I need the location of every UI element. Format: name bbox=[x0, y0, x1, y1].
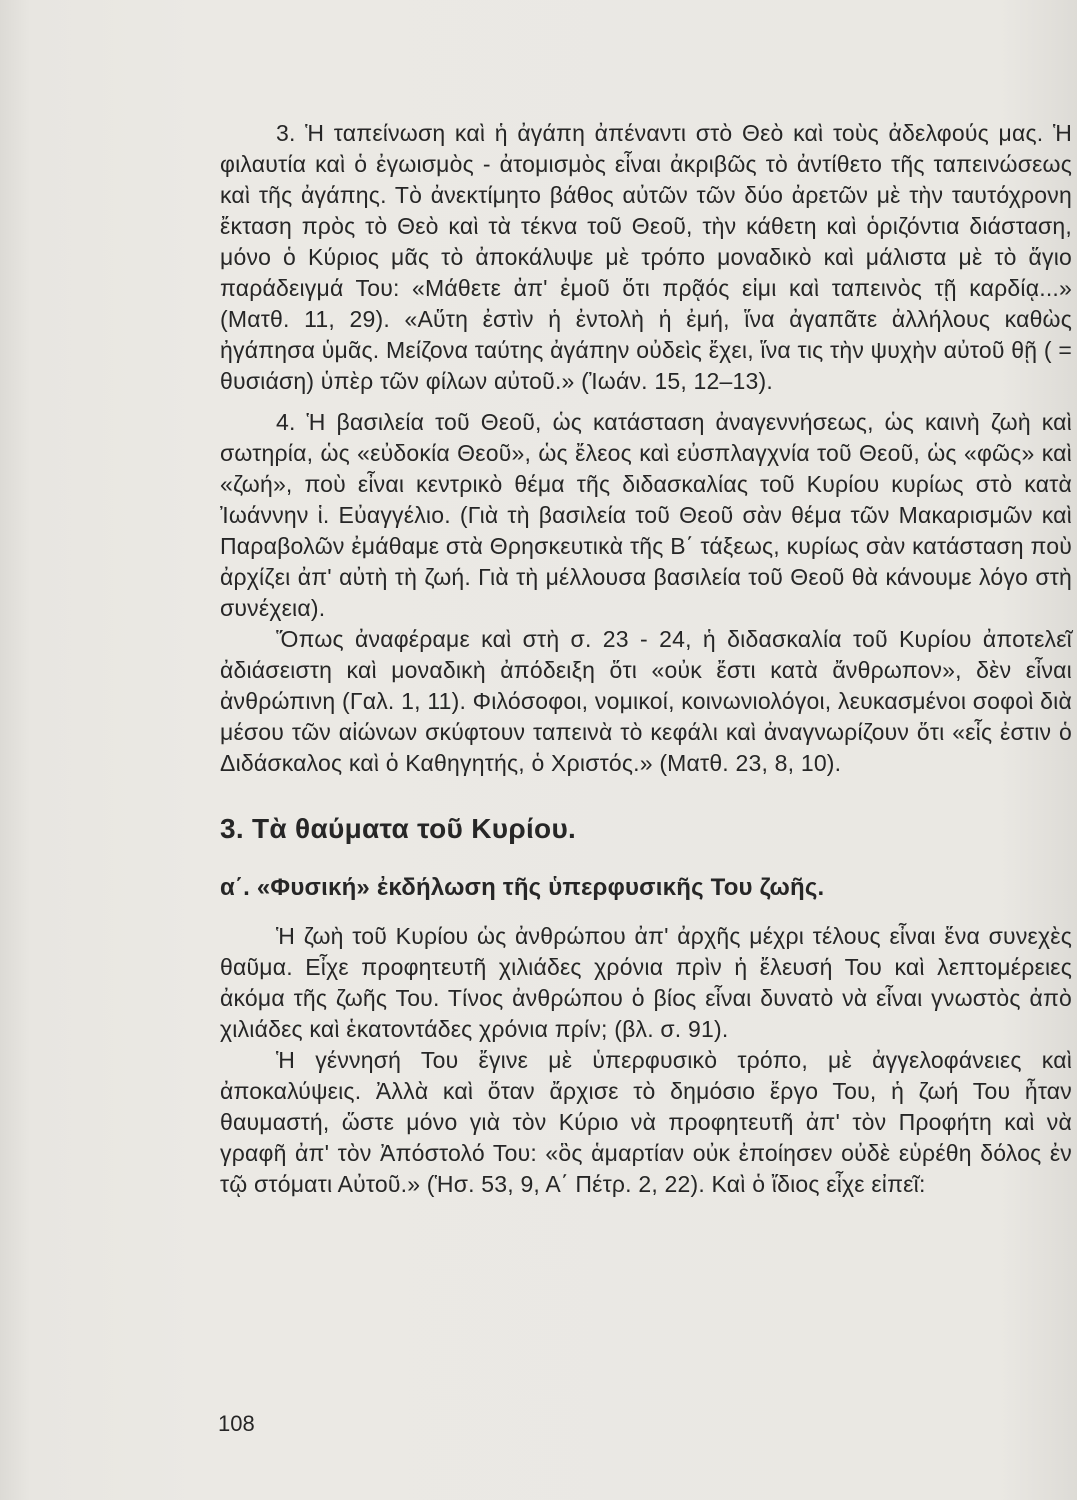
paragraph-kingdom-of-god: 4. Ἡ βασιλεία τοῦ Θεοῦ, ὡς κατάσταση ἀναγεννήσεως, ὡς καινὴ ζωὴ καὶ σωτηρία, ὡς «εὐδοκία Θεοῦ», ὡς ἔλεος καὶ εὐσπλαγχνία τοῦ Θεοῦ, ὡς «φῶς» καὶ «ζωή», ποὺ εἶναι κεντρικὸ θέμα τῆς διδασκαλίας τοῦ Κυρίου κυρίως στὸ κατὰ Ἰωάννην ἱ. Εὐαγγέλιο. (Γιὰ τὴ βασιλεία τοῦ Θεοῦ σὰν θέμα τῶν Μακαρισμῶν καὶ Παραβολῶν ἐμάθαμε στὰ Θρησκευτικὰ τῆς Β΄ τάξεως, κυρίως σὰν κατάσταση ποὺ ἀρχίζει ἀπ' αὐτὴ τὴ ζωή. Γιὰ τὴ μέλλουσα βασιλεία τοῦ Θεοῦ θὰ κάνουμε λόγο στὴ συνέχεια). bbox=[220, 409, 1072, 621]
subsection-heading: α΄. «Φυσική» ἐκδήλωση τῆς ὑπερφυσικῆς Του ζωῆς. bbox=[220, 874, 825, 901]
page-number: 108 bbox=[218, 1411, 255, 1436]
spacer bbox=[220, 397, 1072, 407]
paragraph-humility-love: 3. Ἡ ταπείνωση καὶ ἡ ἀγάπη ἀπέναντι στὸ Θεὸ καὶ τοὺς ἀδελφούς μας. Ἡ φιλαυτία καὶ ὁ ἐγωισμὸς - ἀτομισμὸς εἶναι ἀκριβῶς τὸ ἀντίθετο τῆς ταπεινώσεως καὶ τῆς ἀγάπης. Τὸ ἀνεκτίμητο βάθος αὐτῶν τῶν δύο ἀρετῶν μὲ τὴν ταυτόχρονη ἔκταση πρὸς τὸ Θεὸ καὶ τὰ τέκνα τοῦ Θεοῦ, τὴν κάθετη καὶ ὁριζόντια διάσταση, μόνο ὁ Κύριος μᾶς τὸ ἀποκάλυψε μὲ τρόπο μοναδικὸ καὶ μάλιστα μὲ τὸ ἅγιο παράδειγμά Του: «Μάθετε ἀπ' ἐμοῦ ὅτι πρᾷός εἰμι καὶ ταπεινὸς τῇ καρδίᾳ...» (Ματθ. 11, 29). «Αὕτη ἐστὶν ἡ ἐντολὴ ἡ ἐμή, ἵνα ἀγαπᾶτε ἀλλήλους καθὼς ἠγάπησα ὑμᾶς. Μείζονα ταύτης ἀγάπην οὐδεὶς ἔχει, ἵνα τις τὴν ψυχὴν αὐτοῦ θῇ ( = θυσιάση) ὑπὲρ τῶν φίλων αὐτοῦ.» (Ἰωάν. 15, 12–13). bbox=[220, 120, 1072, 394]
page-content bbox=[220, 118, 1072, 1200]
paragraph-birth: Ἡ γέννησή Του ἔγινε μὲ ὑπερφυσικὸ τρόπο, μὲ ἀγγελοφάνειες καὶ ἀποκαλύψεις. Ἀλλὰ καὶ ὅταν ἄρχισε τὸ δημόσιο ἔργο Του, ἡ ζωή Του ἦταν θαυμαστή, ὥστε μόνο γιὰ τὸν Κύριο νὰ προφητευτῆ ἀπ' τὸν Προφήτη καὶ νὰ γραφῆ ἀπ' τὸν Ἀπόστολό Του: «ὃς ἁμαρτίαν οὐκ ἐποίησεν οὐδὲ εὑρέθη δόλος ἐν τῷ στόματι Αὐτοῦ.» (Ἡσ. 53, 9, Α΄ Πέτρ. 2, 22). Καὶ ὁ ἴδιος εἶχε εἰπεῖ: bbox=[220, 1047, 1072, 1197]
paragraph-teaching: Ὅπως ἀναφέραμε καὶ στὴ σ. 23 - 24, ἡ διδασκαλία τοῦ Κυρίου ἀποτελεῖ ἀδιάσειστη καὶ μοναδικὴ ἀπόδειξη ὅτι «οὐκ ἔστι κατὰ ἄνθρωπον», δὲν εἶναι ἀνθρώπινη (Γαλ. 1, 11). Φιλόσοφοι, νομικοί, κοινωνιολόγοι, λευκασμένοι σοφοὶ διὰ μέσου τῶν αἰώνων σκύφτουν ταπεινὰ τὸ κεφάλι καὶ ἀναγνωρίζουν ὅτι «εἷς ἐστιν ὁ Διδάσκαλος καὶ ὁ Καθηγητής, ὁ Χριστός.» (Ματθ. 23, 8, 10). bbox=[220, 626, 1072, 776]
paragraph-life-miracle: Ἡ ζωὴ τοῦ Κυρίου ὡς ἀνθρώπου ἀπ' ἀρχῆς μέχρι τέλους εἶναι ἕνα συνεχὲς θαῦμα. Εἶχε προφητευτῆ χιλιάδες χρόνια πρὶν ἡ ἔλευσή Του καὶ λεπτομέρειες ἀκόμα τῆς ζωῆς Του. Τίνος ἀνθρώπου ὁ βίος εἶναι δυνατὸ νὰ εἶναι γνωστὸς ἀπὸ χιλιάδες καὶ ἑκατοντάδες χρόνια πρίν; (βλ. σ. 91). bbox=[220, 923, 1072, 1042]
section-heading: 3. Τὰ θαύματα τοῦ Κυρίου. bbox=[220, 813, 577, 844]
